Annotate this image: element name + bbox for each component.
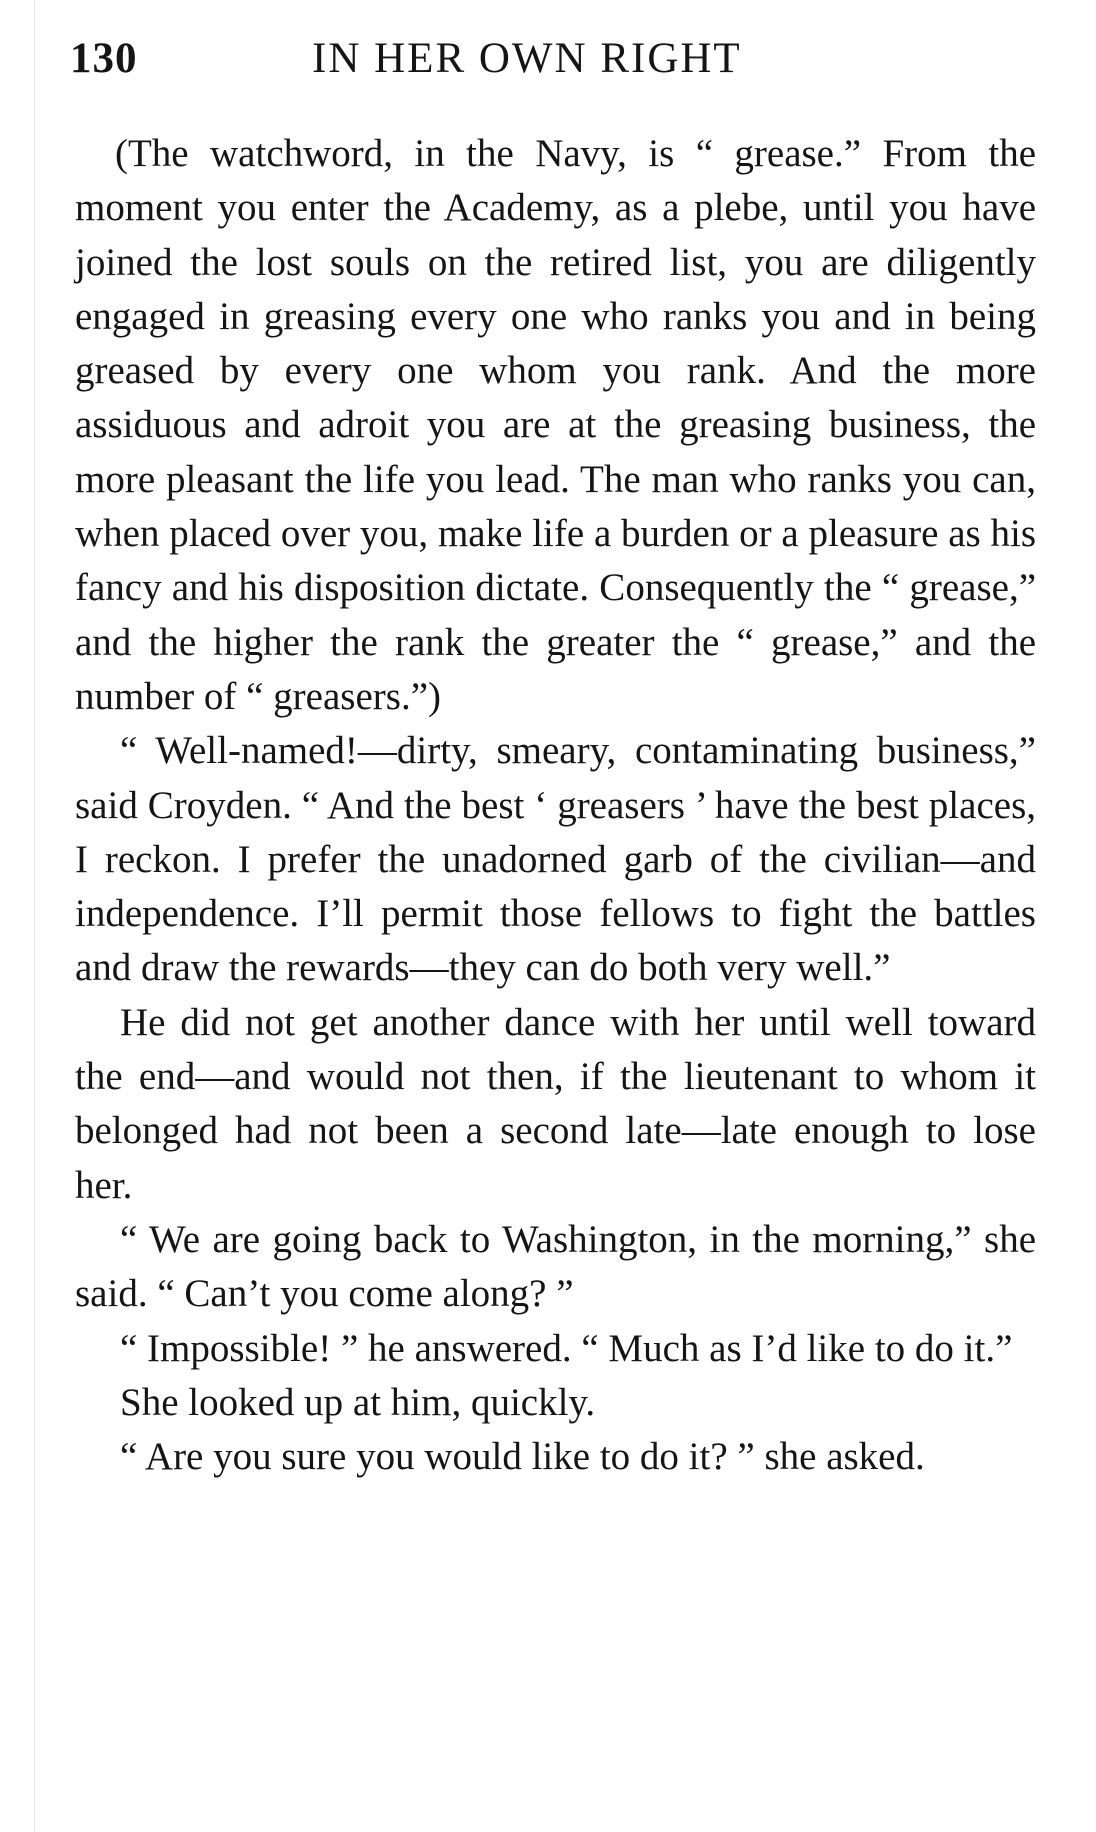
body-text xyxy=(75,127,1036,1484)
paragraph-looked-up: She looked up at him, quickly. xyxy=(120,1380,596,1424)
paragraph-washington: “ We are going back to Washington, in the morning,” she said. “ Can’t you come along? ” xyxy=(75,1217,1036,1316)
page-header xyxy=(70,34,870,84)
paragraph-are-you-sure: “ Are you sure you would like to do it? ” she asked. xyxy=(120,1435,925,1479)
paragraph-dance: He did not get another dance with her until well toward the end—and would not then, if the lieutenant to whom it belonged had not been a second late—late enough to lose her. xyxy=(75,1000,1036,1207)
paragraph-croyden-reply: “ Well-named!—dirty, smeary, contaminating business,” said Croyden. “ And the best ‘ greasers ’ have the best places, I reckon. I prefer the unadorned garb of the civilian—and independence. I’ll permit those fellows to fight the battles and draw the rewards—they can do both very well.” xyxy=(75,729,1036,990)
paragraph-impossible: “ Impossible! ” he answered. “ Much as I’d like to do it.” xyxy=(120,1326,1013,1370)
paragraph-grease-aside: (The watchword, in the Navy, is “ grease.” From the moment you enter the Academy, as a plebe, until you have joined the lost souls on the retired list, you are diligently engaged in greasing every one who ranks you and in being greased by every one whom you rank. And the more assiduous and adroit you are at the greasing business, the more pleasant the life you lead. The man who ranks you can, when placed over you, make life a burden or a pleasure as his fancy and his disposition dictate. Consequently the “ grease,” and the higher the rank the greater the “ grease,” and the number of “ greasers.”) xyxy=(75,132,1036,718)
running-title: IN HER OWN RIGHT xyxy=(312,35,742,82)
page-number: 130 xyxy=(70,35,138,82)
page-edge-line xyxy=(34,0,35,1832)
